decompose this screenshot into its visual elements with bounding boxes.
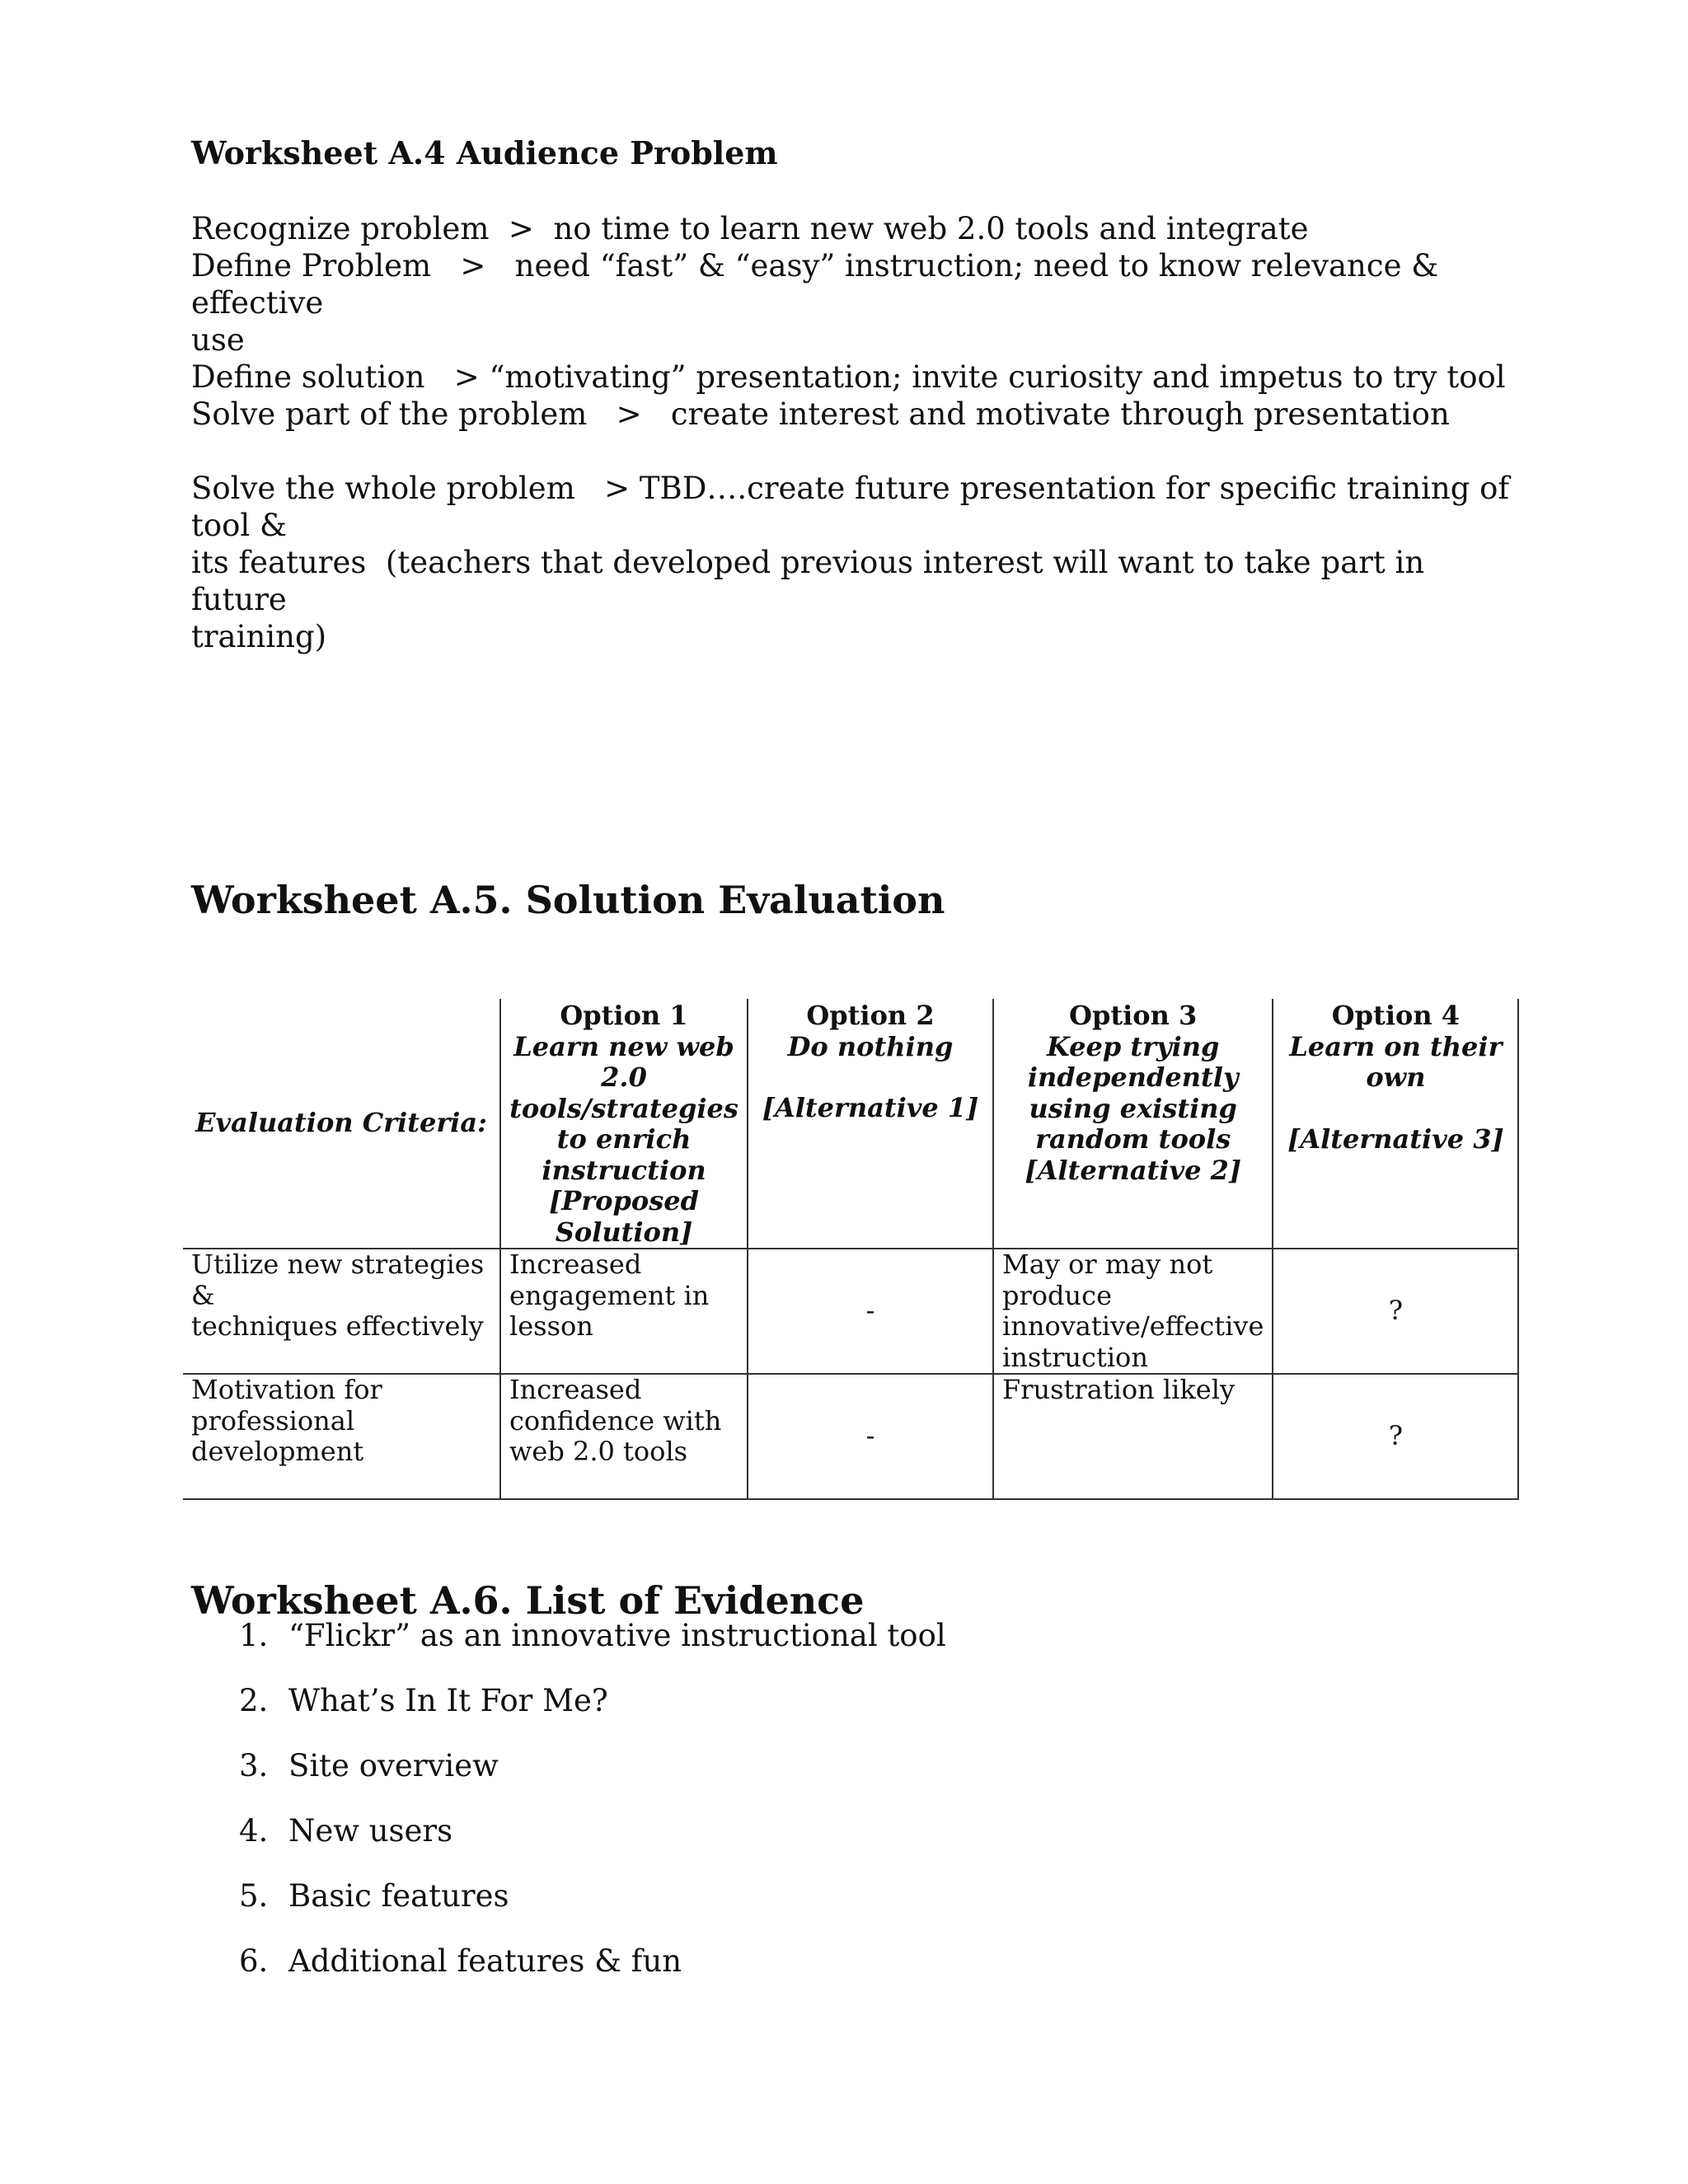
evaluation-cell: [748, 1249, 993, 1374]
option-description: [757, 1032, 984, 1063]
audience-problem-definitions: [191, 210, 1526, 396]
criterion-cell: [183, 1249, 500, 1374]
option-header-cell: [500, 999, 748, 1249]
evidence-item: [239, 1617, 946, 1682]
evaluation-cell-line: -: [865, 1420, 875, 1452]
evaluation-cell-line: ?: [1388, 1420, 1403, 1452]
evaluation-cell-line: confidence with: [509, 1404, 722, 1436]
recognize-problem-line: Recognize problem > no time to learn new web 2.0 tools and integrate: [191, 211, 1309, 246]
evaluation-cell: [500, 1249, 748, 1374]
evaluation-cell-line: Increased: [509, 1374, 642, 1405]
a6-heading: Worksheet A.6. List of Evidence: [191, 1578, 865, 1623]
evidence-item-text: Site overview: [288, 1748, 499, 1783]
table-header-row: [183, 999, 1518, 1249]
criterion-line: techniques effectively: [191, 1310, 484, 1342]
evidence-item-number: 2.: [239, 1683, 269, 1718]
option-description-line: instruction: [542, 1154, 706, 1186]
evaluation-cell-line: engagement in: [509, 1279, 710, 1311]
option-alternative-label: [1282, 1124, 1509, 1155]
evidence-item-number: 1.: [239, 1618, 269, 1653]
evidence-item-number: 3.: [239, 1748, 269, 1783]
evaluation-cell-line: Frustration likely: [1002, 1374, 1236, 1405]
evidence-item: [239, 1943, 946, 2008]
evaluation-cell-line: produce: [1002, 1279, 1112, 1311]
option-header-cell: [993, 999, 1273, 1249]
solve-part-line: Solve part of the problem > create interest and motivate through presentation: [191, 396, 1450, 432]
criteria-label: Evaluation Criteria:: [195, 1107, 487, 1139]
criterion-line: Utilize new strategies &: [191, 1249, 485, 1311]
evidence-item: [239, 1682, 946, 1747]
option-description-line: tools/strategies: [509, 1092, 738, 1124]
option-description-line: [Alternative 2]: [1025, 1154, 1241, 1186]
criterion-line: professional: [191, 1404, 355, 1436]
evaluation-cell-line: innovative/effective: [1002, 1310, 1264, 1342]
option-description-line: Keep trying: [1047, 1030, 1220, 1062]
evidence-item-number: 4.: [239, 1813, 269, 1849]
evaluation-cell: [500, 1374, 748, 1499]
evaluation-cell: [1273, 1249, 1518, 1374]
evidence-item-text: New users: [288, 1813, 453, 1849]
solution-evaluation-table: [183, 999, 1519, 1500]
option-description: [509, 1032, 738, 1249]
option-header-cell: [1273, 999, 1518, 1249]
evidence-item-text: “Flickr” as an innovative instructional tool: [288, 1618, 946, 1653]
evidence-item-text: Basic features: [288, 1878, 509, 1914]
option-description-line: independently: [1027, 1062, 1239, 1093]
evidence-item-number: 6.: [239, 1943, 269, 1979]
a4-heading: Worksheet A.4 Audience Problem: [191, 134, 778, 171]
criteria-header-cell: [183, 999, 500, 1249]
option-alternative-line: [Alternative 3]: [1287, 1122, 1504, 1155]
solve-whole-block: [191, 470, 1526, 655]
criterion-line: Motivation for: [191, 1374, 382, 1405]
evaluation-cell-line: lesson: [509, 1310, 593, 1342]
option-description-line: 2.0: [601, 1062, 647, 1093]
define-solution-line: Define solution > “motivating” presentation; invite curiosity and impetus to try tool: [191, 359, 1506, 395]
evidence-item: [239, 1877, 946, 1943]
option-title: Option 4: [1331, 1000, 1460, 1031]
define-problem-line: Define Problem > need “fast” & “easy” instruction; need to know relevance & effective: [191, 248, 1448, 321]
evidence-item: [239, 1812, 946, 1877]
option-description: [1002, 1032, 1264, 1187]
solve-whole-line: Solve the whole problem > TBD….create future presentation for specific training of tool &: [191, 471, 1519, 543]
option-description-line: Do nothing: [787, 1030, 954, 1062]
define-problem-line-cont: use: [191, 322, 245, 358]
table-row: [183, 1249, 1518, 1374]
option-alternative-line: [Alternative 1]: [762, 1092, 979, 1123]
option-title: Option 2: [806, 1000, 935, 1031]
option-description-line: using existing: [1029, 1092, 1237, 1124]
option-description-line: Learn new web: [513, 1030, 734, 1062]
criterion-line: development: [191, 1436, 364, 1467]
evaluation-cell-line: May or may not: [1002, 1249, 1213, 1280]
evaluation-cell-line: -: [865, 1295, 875, 1327]
evidence-item-text: Additional features & fun: [288, 1943, 682, 1979]
evaluation-cell: [748, 1374, 993, 1499]
option-title: Option 3: [1069, 1000, 1198, 1031]
evidence-item-text: What’s In It For Me?: [288, 1683, 608, 1718]
evidence-list: [239, 1617, 946, 2008]
option-title: Option 1: [560, 1000, 688, 1031]
option-description: [1282, 1032, 1509, 1094]
evaluation-cell: [993, 1374, 1273, 1499]
solve-whole-line: training): [191, 619, 327, 654]
a5-heading: Worksheet A.5. Solution Evaluation: [191, 878, 945, 922]
option-description-line: to enrich: [556, 1123, 692, 1155]
option-description-line: [Proposed: [549, 1185, 699, 1216]
option-alternative-label: [757, 1093, 984, 1124]
option-description-line: own: [1366, 1062, 1426, 1093]
evaluation-cell-line: Increased: [509, 1249, 642, 1280]
solve-whole-line: its features (teachers that developed previous interest will want to take part in future: [191, 545, 1434, 617]
table-row: [183, 1374, 1518, 1499]
option-description-line: Solution]: [555, 1216, 693, 1248]
evaluation-cell-line: instruction: [1002, 1341, 1148, 1373]
criterion-cell: [183, 1374, 500, 1499]
option-header-cell: [748, 999, 993, 1249]
option-description-line: Learn on their: [1289, 1030, 1503, 1062]
solve-part-block: [191, 396, 1526, 433]
evidence-item-number: 5.: [239, 1878, 269, 1914]
option-description-line: random tools: [1035, 1123, 1231, 1155]
evaluation-cell-line: ?: [1388, 1295, 1403, 1327]
evaluation-cell-line: web 2.0 tools: [509, 1436, 688, 1467]
evidence-item: [239, 1747, 946, 1812]
evaluation-cell: [993, 1249, 1273, 1374]
evaluation-cell: [1273, 1374, 1518, 1499]
